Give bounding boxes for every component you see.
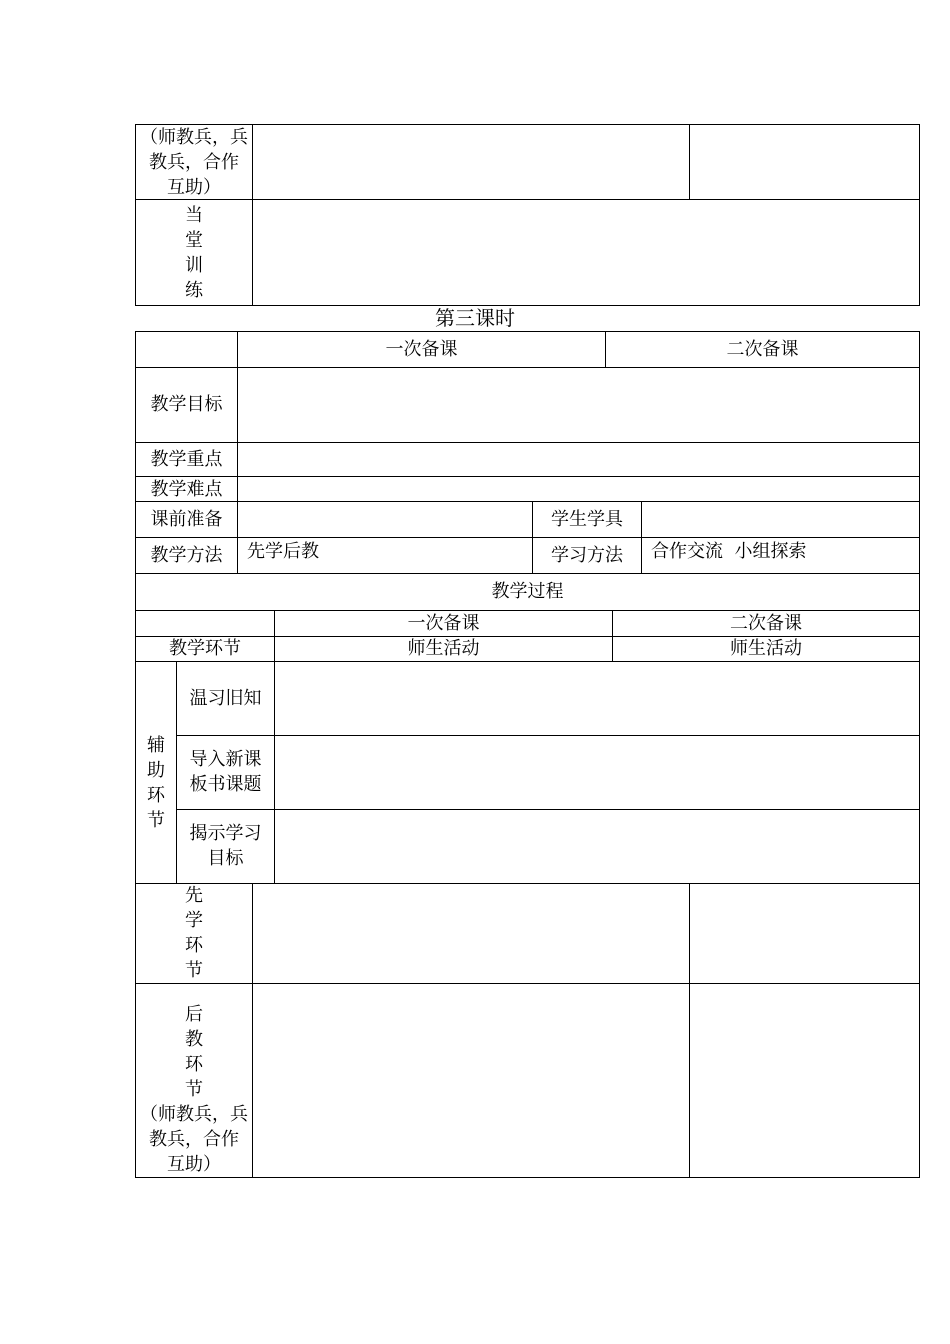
hou-jiao-note-line-3: 互助） (167, 1154, 221, 1175)
header-second-prep: 二次备课 (726, 339, 799, 360)
student-tools-label: 学生学具 (551, 509, 623, 530)
lesson-title: 第三课时 (435, 306, 515, 330)
auxiliary-label-2: 助 (147, 760, 165, 781)
teaching-goal-label: 教学目标 (150, 394, 223, 415)
auxiliary-label-3: 环 (147, 785, 165, 806)
hou-jiao-note-line-1: （师教兵，兵 (140, 1104, 248, 1125)
preparation-label: 课前准备 (150, 509, 223, 530)
xian-xue-label-4: 节 (185, 960, 203, 981)
activity-header-2: 师生活动 (730, 638, 802, 659)
activity-header-1: 师生活动 (407, 638, 480, 659)
hou-jiao-label-4: 节 (185, 1079, 203, 1100)
dang-tang-label-3: 训 (185, 255, 203, 276)
process-first-prep: 一次备课 (407, 613, 480, 634)
process-title: 教学过程 (491, 581, 564, 602)
auxiliary-label-1: 辅 (147, 735, 165, 756)
teaching-method-label: 教学方法 (150, 545, 223, 566)
dang-tang-label-2: 堂 (185, 230, 203, 251)
hou-jiao-note-3: 互助） (167, 177, 221, 198)
hou-jiao-label-3: 环 (185, 1054, 203, 1075)
hou-jiao-note-2: 教兵，合作 (149, 152, 239, 173)
process-second-prep: 二次备课 (730, 613, 802, 634)
learning-method-label: 学习方法 (551, 545, 623, 566)
learning-method-value: 合作交流 小组探索 (651, 541, 807, 562)
intro-label-1: 导入新课 (189, 749, 262, 770)
goals-label-2: 目标 (207, 848, 244, 869)
xian-xue-label-3: 环 (185, 935, 203, 956)
dang-tang-label-4: 练 (185, 280, 203, 301)
hou-jiao-label-1: 后 (185, 1004, 203, 1025)
hou-jiao-note-line-2: 教兵，合作 (149, 1129, 239, 1150)
review-label: 温习旧知 (189, 688, 262, 709)
hou-jiao-note-1: （师教兵，兵 (140, 127, 248, 148)
goals-label-1: 揭示学习 (189, 823, 262, 844)
header-first-prep: 一次备课 (385, 339, 458, 360)
teaching-method-value: 先学后教 (247, 541, 319, 562)
stage-label: 教学环节 (169, 638, 241, 659)
hou-jiao-label-2: 教 (185, 1029, 203, 1050)
dang-tang-label-1: 当 (185, 205, 203, 226)
xian-xue-label-1: 先 (185, 885, 203, 906)
auxiliary-label-4: 节 (147, 810, 165, 831)
xian-xue-label-2: 学 (185, 910, 203, 931)
difficult-point-label: 教学难点 (150, 479, 223, 500)
intro-label-2: 板书课题 (189, 774, 262, 795)
key-point-label: 教学重点 (150, 449, 223, 470)
